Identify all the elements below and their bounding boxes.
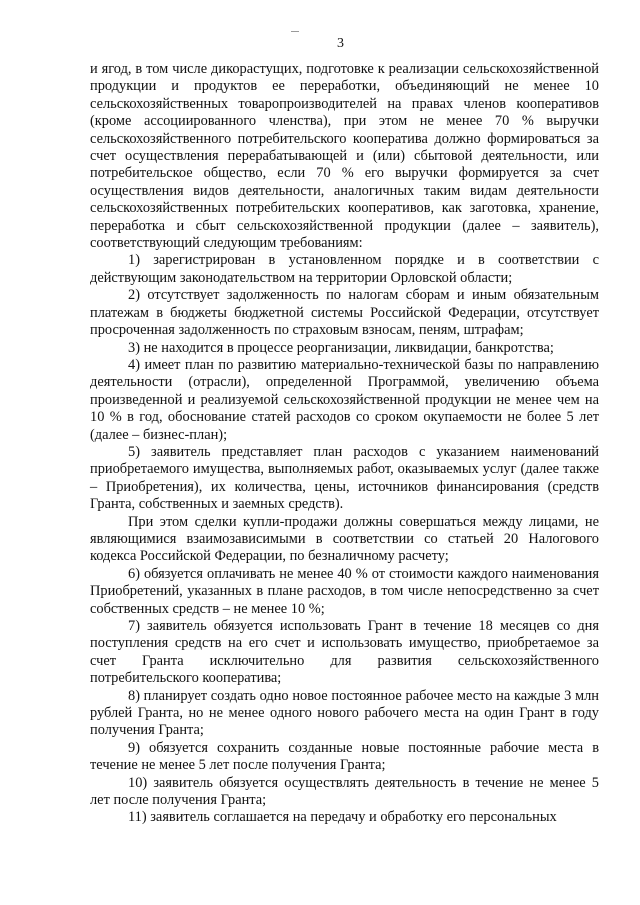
requirement-1: 1) зарегистрирован в установленном порядке и в соответствии с действующим законодательством на территории Орловской области; <box>90 252 599 286</box>
requirement-2: 2) отсутствует задолженность по налогам сборам и иным обязательным платежам в бюджеты бюджетной системы Российской Федерации, отсутствует просроченная задолженность по страховым взносам, пеням, штрафам; <box>90 287 599 339</box>
paragraph-intro: и ягод, в том числе дикорастущих, подготовке к реализации сельскохозяйственной продукции и продуктов ее переработки, объединяющий не менее 10 сельскохозяйственных товаропроизводителей на правах членов кооперативов (кроме ассоциированного членства), при этом не менее 70 % выручки сельскохозяйственного потребительского кооператива должно формироваться за счет осуществления перерабатывающей и (или) сбытовой деятельности, или потребительское общество, если 70 % его выручки формируется за счет осуществления видов деятельности, аналогичных таким видам деятельности сельскохозяйственных потребительских кооперативов, как заготовка, хранение, переработка и сбыт сельскохозяйственной продукции (далее – заявитель), соответствующий следующим требованиям: <box>90 61 599 252</box>
requirement-10: 10) заявитель обязуется осуществлять деятельность в течение не менее 5 лет после получения Гранта; <box>90 774 599 809</box>
document-body <box>90 61 599 827</box>
requirement-7: 7) заявитель обязуется использовать Грант в течение 18 месяцев со дня поступления средств на его счет и использовать имущество, приобретаемое за счет Гранта исключительно для развития сельскохозяйственного потребительского кооператива; <box>90 618 599 687</box>
requirement-3: 3) не находится в процессе реорганизации, ликвидации, банкротства; <box>128 339 554 356</box>
requirement-4: 4) имеет план по развитию материально-технической базы по направлению деятельности (отрасли), определенной Программой, увеличению объема произведенной и реализуемой сельскохозяйственной продукции не менее чем на 10 % в год, обоснование статей расходов со сроком окупаемости не более 5 лет (далее – бизнес-план); <box>90 356 599 443</box>
requirement-5-note: При этом сделки купли-продажи должны совершаться между лицами, не являющимися взаимозависимыми в соответствии со статьей 20 Налогового кодекса Российской Федерации, по безналичному расчету; <box>90 513 599 565</box>
requirement-5: 5) заявитель представляет план расходов с указанием наименований приобретаемого имущества, выполняемых работ, оказываемых услуг (далее также – Приобретения), их количества, цены, источников финансирования (средств Гранта, собственных и заемных средств). <box>90 443 599 513</box>
requirement-11: 11) заявитель соглашается на передачу и обработку его персональных <box>128 809 557 826</box>
requirement-8: 8) планирует создать одно новое постоянное рабочее место на каждые 3 млн рублей Гранта, но не менее одного нового рабочего места на один Грант в году получения Гранта; <box>90 687 599 739</box>
requirement-9: 9) обязуется сохранить созданные новые постоянные рабочие места в течение не менее 5 лет после получения Гранта; <box>90 739 599 774</box>
page-number: 3 <box>337 36 344 51</box>
scan-mark <box>291 31 299 32</box>
requirement-6: 6) обязуется оплачивать не менее 40 % от стоимости каждого наименования Приобретений, указанных в плане расходов, в том числе непосредственно за счет собственных средств – не менее 10 %; <box>90 565 599 617</box>
